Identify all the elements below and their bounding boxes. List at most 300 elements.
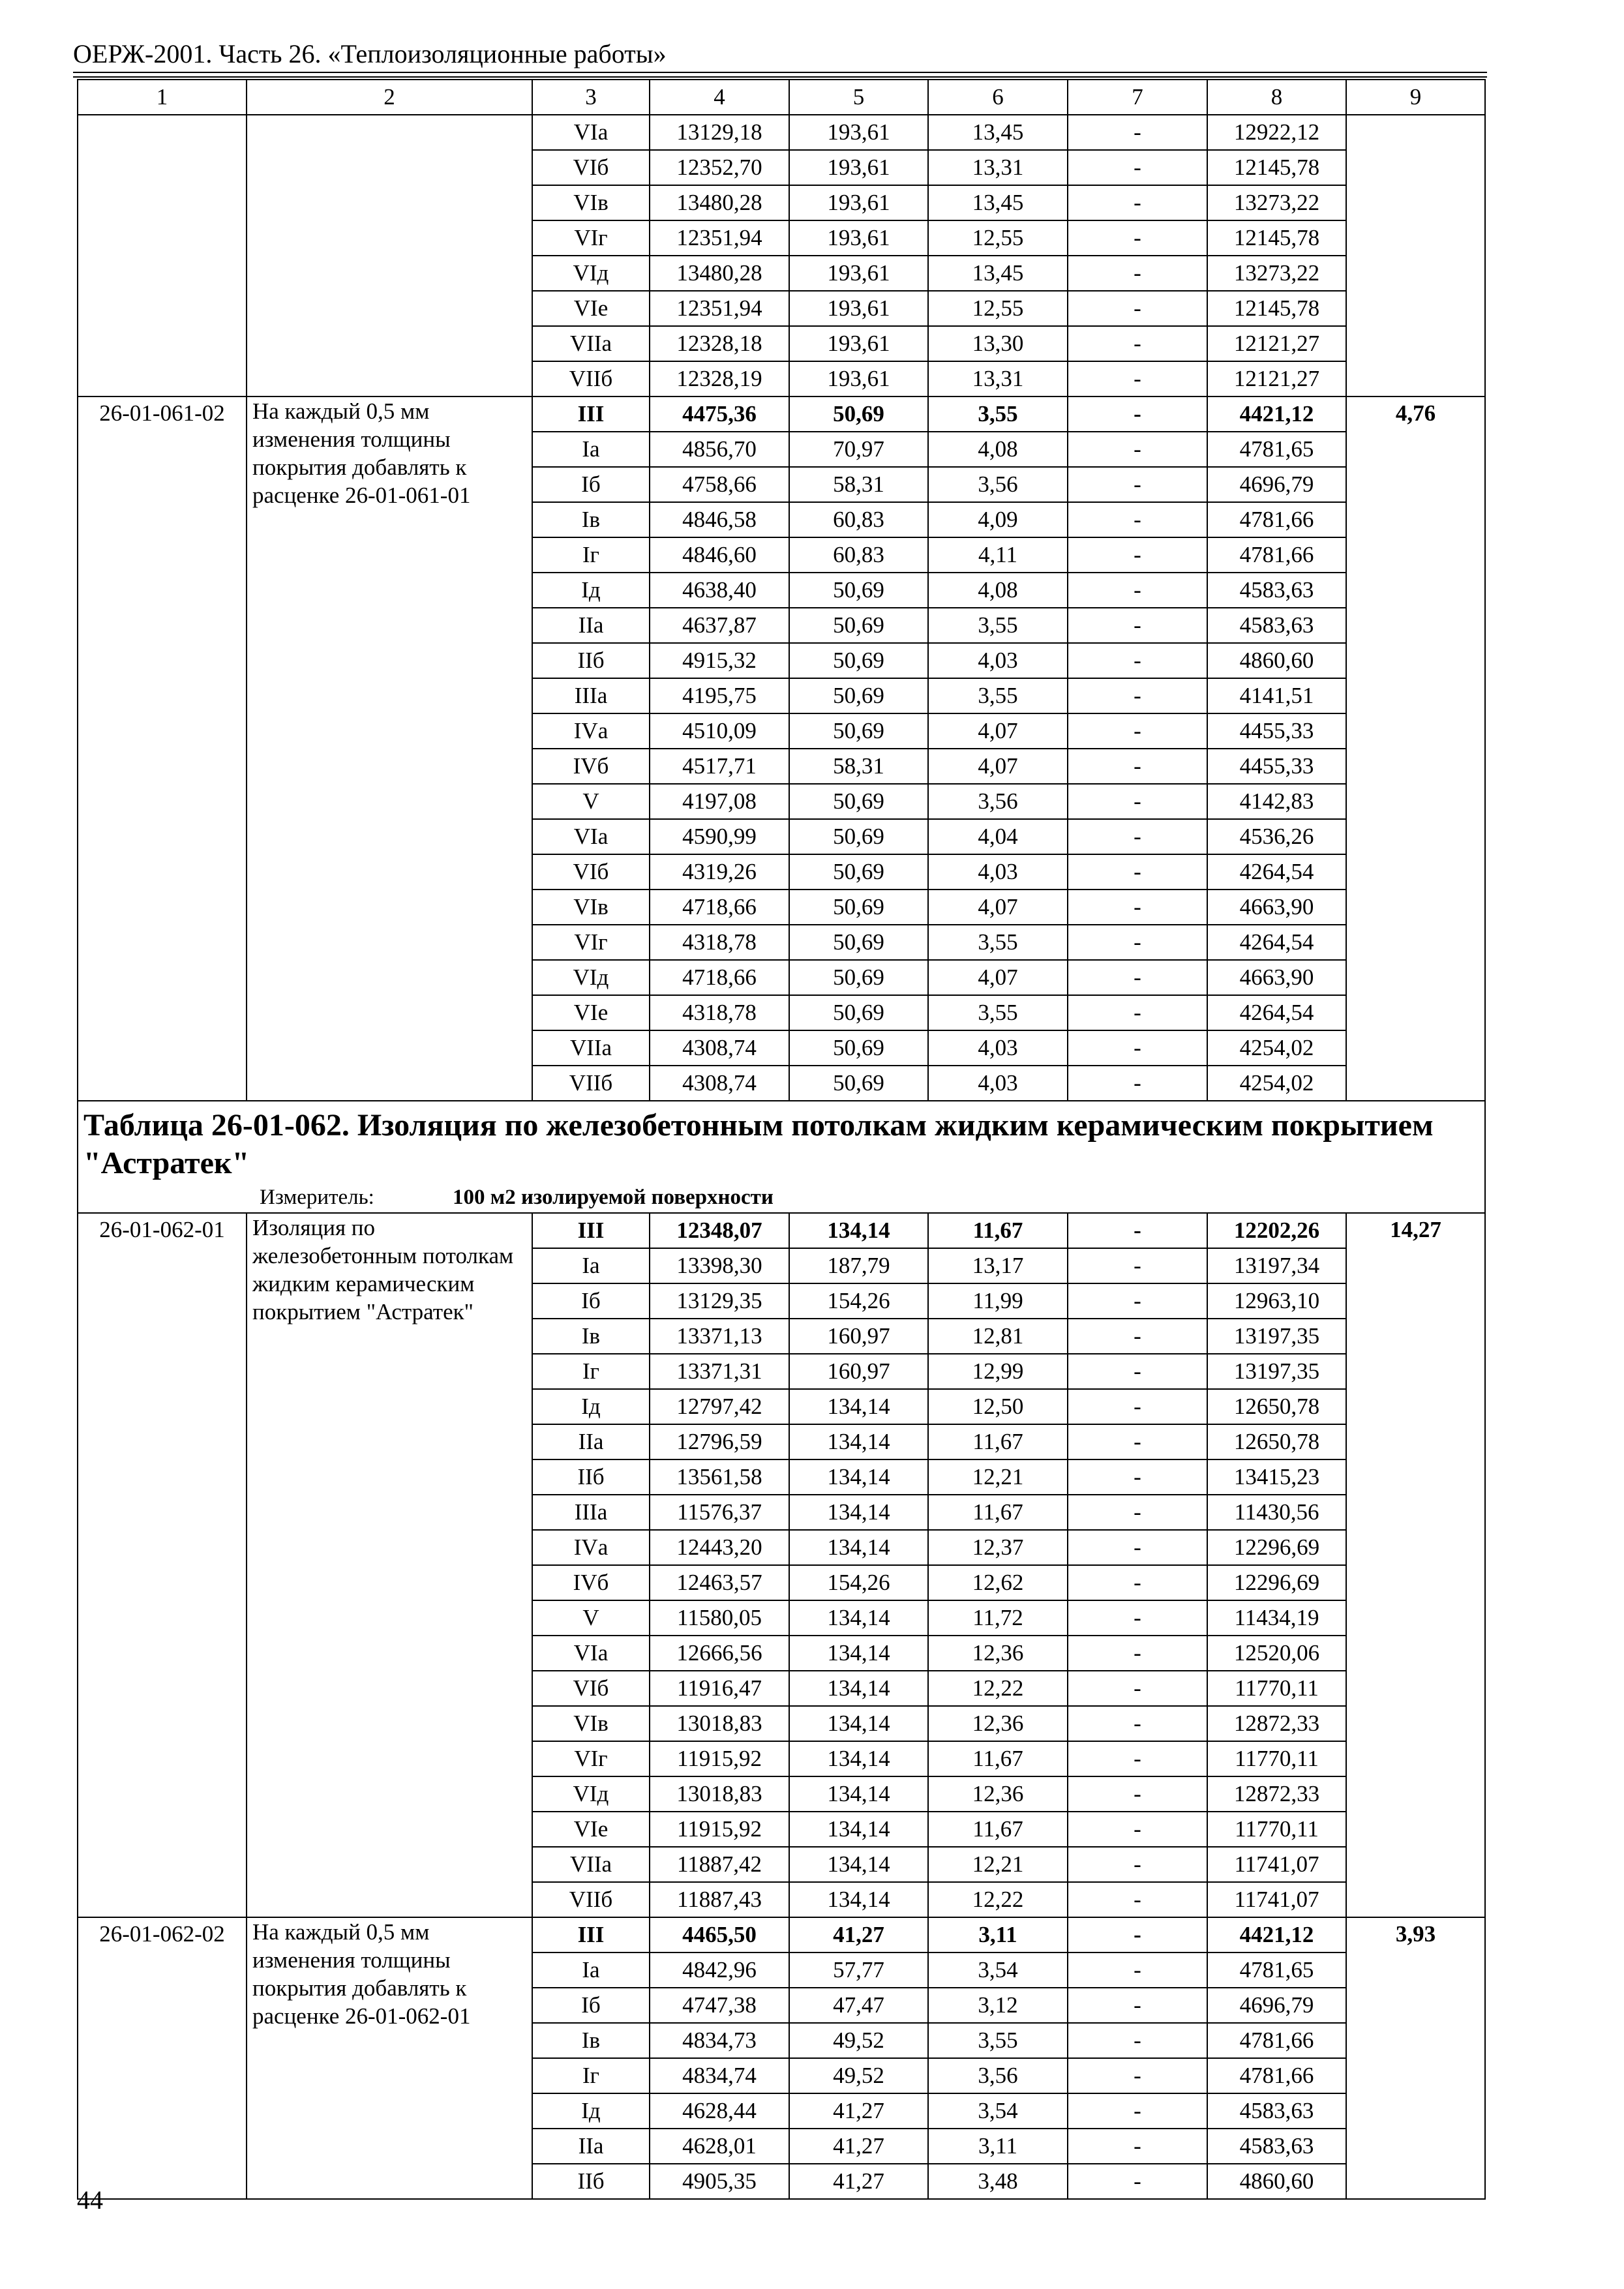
value-cell: - [1068,1847,1207,1882]
zone-cell: Iг [532,2058,650,2093]
value-cell: 4846,58 [650,502,789,537]
value-cell: 11915,92 [650,1812,789,1847]
table-row [78,1917,1485,1952]
value-cell: - [1068,1213,1207,1248]
value-cell: 12145,78 [1207,220,1346,256]
zone-cell: Iд [532,573,650,608]
zone-cell: IIб [532,643,650,678]
zone-cell: IVа [532,1530,650,1565]
value-cell: 12796,59 [650,1424,789,1459]
value-cell: - [1068,1565,1207,1600]
value-cell: 193,61 [789,256,928,291]
value-cell: 11916,47 [650,1671,789,1706]
zone-cell: VIа [532,1636,650,1671]
zone-cell: VIб [532,854,650,890]
value-cell: 13415,23 [1207,1459,1346,1495]
value-cell: 193,61 [789,115,928,150]
value-cell: 3,56 [928,784,1068,819]
value-cell: 12296,69 [1207,1530,1346,1565]
table-row [78,396,1485,432]
value-cell: 12,36 [928,1706,1068,1741]
value-cell: 4,07 [928,713,1068,749]
value-cell: 4,03 [928,643,1068,678]
column-number-cell: 2 [247,80,532,115]
value-cell: 12,22 [928,1671,1068,1706]
value-cell: 12,36 [928,1776,1068,1812]
value-cell: 12145,78 [1207,150,1346,185]
value-cell: 50,69 [789,1066,928,1101]
value-cell: 4,09 [928,502,1068,537]
value-cell: 4,03 [928,1030,1068,1066]
zone-cell: IIIа [532,678,650,713]
zone-cell: VIг [532,925,650,960]
value-cell: 4637,87 [650,608,789,643]
value-cell: 13,17 [928,1248,1068,1283]
value-cell: 11576,37 [650,1495,789,1530]
value-cell: 58,31 [789,467,928,502]
column-number-cell: 4 [650,80,789,115]
rate-description [247,115,532,396]
value-cell: 4142,83 [1207,784,1346,819]
value-cell: 41,27 [789,2093,928,2129]
value-cell: 50,69 [789,784,928,819]
zone-cell: Iг [532,1354,650,1389]
value-cell: 12797,42 [650,1389,789,1424]
zone-cell: Iб [532,467,650,502]
value-cell: 50,69 [789,890,928,925]
value-cell: 12296,69 [1207,1565,1346,1600]
value-cell: 4421,12 [1207,396,1346,432]
table-row [78,1213,1485,1248]
value-cell: 4628,01 [650,2129,789,2164]
value-cell: 41,27 [789,2129,928,2164]
value-cell: 12328,18 [650,326,789,361]
value-cell: - [1068,1495,1207,1530]
value-cell: 50,69 [789,713,928,749]
value-cell: 4421,12 [1207,1917,1346,1952]
zone-cell: VIIб [532,1882,650,1917]
value-cell: 12872,33 [1207,1706,1346,1741]
value-cell: 13,45 [928,256,1068,291]
value-cell: 50,69 [789,925,928,960]
zone-cell: IVб [532,749,650,784]
column-number-cell: 8 [1207,80,1346,115]
value-cell: - [1068,1812,1207,1847]
value-cell: 60,83 [789,502,928,537]
zone-cell: Iв [532,1319,650,1354]
value-cell: - [1068,467,1207,502]
value-cell: - [1068,608,1207,643]
zone-cell: V [532,1600,650,1636]
value-cell: - [1068,749,1207,784]
value-cell: 60,83 [789,537,928,573]
value-cell: - [1068,925,1207,960]
value-cell: 4696,79 [1207,467,1346,502]
zone-cell: III [532,396,650,432]
value-cell: 13018,83 [650,1776,789,1812]
value-cell: 50,69 [789,854,928,890]
value-cell: 13129,18 [650,115,789,150]
value-cell: 134,14 [789,1812,928,1847]
value-cell: 50,69 [789,960,928,995]
value-cell: 13018,83 [650,1706,789,1741]
value-cell: 11770,11 [1207,1741,1346,1776]
value-cell: 11770,11 [1207,1671,1346,1706]
value-cell: - [1068,1530,1207,1565]
value-cell: - [1068,2164,1207,2199]
value-cell: 3,56 [928,2058,1068,2093]
value-cell: 4781,66 [1207,2058,1346,2093]
value-cell: 58,31 [789,749,928,784]
value-cell: 193,61 [789,326,928,361]
value-cell: 12,55 [928,291,1068,326]
zone-cell: Iв [532,502,650,537]
value-cell: 13273,22 [1207,256,1346,291]
value-cell: 41,27 [789,1917,928,1952]
value-cell: 4455,33 [1207,749,1346,784]
value-cell: 4254,02 [1207,1030,1346,1066]
value-cell: 11915,92 [650,1741,789,1776]
value-cell: 12,36 [928,1636,1068,1671]
zone-cell: VIд [532,256,650,291]
column-number-cell: 6 [928,80,1068,115]
zone-cell: Iв [532,2023,650,2058]
value-cell: 4696,79 [1207,1988,1346,2023]
value-cell: 13371,31 [650,1354,789,1389]
zone-cell: VIIб [532,1066,650,1101]
value-cell: 134,14 [789,1600,928,1636]
value-cell: 4,03 [928,1066,1068,1101]
value-cell: 13561,58 [650,1459,789,1495]
value-cell: - [1068,573,1207,608]
value-cell: 3,55 [928,925,1068,960]
value-cell: 50,69 [789,1030,928,1066]
value-cell: - [1068,819,1207,854]
value-cell: 11,67 [928,1213,1068,1248]
value-cell: 4308,74 [650,1066,789,1101]
zone-cell: Iа [532,1952,650,1988]
value-cell: 4536,26 [1207,819,1346,854]
value-cell: 134,14 [789,1741,928,1776]
value-cell: 4663,90 [1207,960,1346,995]
table-title: Таблица 26-01-062. Изоляция по железобетонным потолкам жидким керамическим покрытием "Астратек" [83,1108,1434,1180]
value-cell: 4860,60 [1207,643,1346,678]
value-cell: 12351,94 [650,220,789,256]
value-cell: 3,54 [928,1952,1068,1988]
value-cell: 4628,44 [650,2093,789,2129]
zone-cell: VIд [532,1776,650,1812]
header-rule-top [73,72,1487,73]
value-cell: 4781,65 [1207,1952,1346,1988]
column-number-cell: 7 [1068,80,1207,115]
value-cell: - [1068,1882,1207,1917]
value-cell: 11,67 [928,1424,1068,1459]
value-cell: 50,69 [789,678,928,713]
value-cell: - [1068,220,1207,256]
value-cell: 12,21 [928,1459,1068,1495]
value-cell: 12,81 [928,1319,1068,1354]
labor-cost-cell: 3,93 [1346,1917,1485,2199]
value-cell: 4318,78 [650,925,789,960]
value-cell: 4781,66 [1207,2023,1346,2058]
value-cell: - [1068,2129,1207,2164]
value-cell: 4,03 [928,854,1068,890]
value-cell: 12328,19 [650,361,789,396]
value-cell: 12872,33 [1207,1776,1346,1812]
value-cell: 12,99 [928,1354,1068,1389]
value-cell: 4583,63 [1207,2129,1346,2164]
value-cell: 4510,09 [650,713,789,749]
value-cell: 4517,71 [650,749,789,784]
value-cell: 4718,66 [650,960,789,995]
zone-cell: VIIа [532,1847,650,1882]
value-cell: 160,97 [789,1319,928,1354]
value-cell: 4254,02 [1207,1066,1346,1101]
value-cell: 4197,08 [650,784,789,819]
zone-cell: Iа [532,432,650,467]
value-cell: 134,14 [789,1847,928,1882]
value-cell: 193,61 [789,361,928,396]
value-cell: 13129,35 [650,1283,789,1319]
value-cell: - [1068,502,1207,537]
value-cell: - [1068,2058,1207,2093]
table-title-row [78,1101,1485,1213]
zone-cell: IIа [532,1424,650,1459]
value-cell: 12963,10 [1207,1283,1346,1319]
value-cell: 3,55 [928,2023,1068,2058]
zone-cell: VIб [532,150,650,185]
zone-cell: VIб [532,1671,650,1706]
rate-code: 26-01-062-01 [78,1213,247,1917]
value-cell: 12351,94 [650,291,789,326]
value-cell: 12121,27 [1207,326,1346,361]
value-cell: 11434,19 [1207,1600,1346,1636]
page-header: ОЕРЖ-2001. Часть 26. «Теплоизоляционные работы» [73,39,667,68]
value-cell: - [1068,1741,1207,1776]
value-cell: 11741,07 [1207,1847,1346,1882]
value-cell: 4308,74 [650,1030,789,1066]
measurer-value: 100 м2 изолируемой поверхности [453,1186,774,1209]
value-cell: 4,08 [928,432,1068,467]
value-cell: - [1068,1600,1207,1636]
value-cell: 49,52 [789,2023,928,2058]
value-cell: - [1068,537,1207,573]
value-cell: 4319,26 [650,854,789,890]
value-cell: 193,61 [789,291,928,326]
value-cell: 193,61 [789,220,928,256]
value-cell: 12,37 [928,1530,1068,1565]
zone-cell: V [532,784,650,819]
zone-cell: VIIб [532,361,650,396]
value-cell: 13480,28 [650,185,789,220]
value-cell: 3,55 [928,396,1068,432]
value-cell: 3,55 [928,608,1068,643]
value-cell: 4638,40 [650,573,789,608]
value-cell: 134,14 [789,1776,928,1812]
value-cell: 3,55 [928,995,1068,1030]
value-cell: 13273,22 [1207,185,1346,220]
value-cell: 70,97 [789,432,928,467]
value-cell: 4718,66 [650,890,789,925]
rate-description: На каждый 0,5 мм изменения толщины покрытия добавлять к расценке 26-01-061-01 [247,396,532,1101]
value-cell: 4141,51 [1207,678,1346,713]
value-cell: 4583,63 [1207,608,1346,643]
zone-cell: IIа [532,608,650,643]
value-cell: 4455,33 [1207,713,1346,749]
value-cell: 12,55 [928,220,1068,256]
value-cell: 154,26 [789,1283,928,1319]
value-cell: 12202,26 [1207,1213,1346,1248]
table-title-cell [78,1101,1485,1213]
value-cell: - [1068,890,1207,925]
value-cell: 3,11 [928,1917,1068,1952]
value-cell: - [1068,713,1207,749]
zone-cell: VIIа [532,326,650,361]
value-cell: 11,99 [928,1283,1068,1319]
value-cell: - [1068,1671,1207,1706]
value-cell: 4915,32 [650,643,789,678]
value-cell: 50,69 [789,608,928,643]
value-cell: 50,69 [789,573,928,608]
value-cell: - [1068,784,1207,819]
value-cell: 134,14 [789,1424,928,1459]
value-cell: 11,67 [928,1812,1068,1847]
value-cell: 134,14 [789,1671,928,1706]
value-cell: 13371,13 [650,1319,789,1354]
zone-cell: VIе [532,291,650,326]
value-cell: 4,08 [928,573,1068,608]
price-table [77,79,1486,2200]
value-cell: - [1068,1066,1207,1101]
header-rule-bottom [73,76,1487,78]
column-number-cell: 3 [532,80,650,115]
value-cell: 11,67 [928,1741,1068,1776]
value-cell: 187,79 [789,1248,928,1283]
zone-cell: IIб [532,1459,650,1495]
zone-cell: VIе [532,995,650,1030]
value-cell: - [1068,1917,1207,1952]
value-cell: 13480,28 [650,256,789,291]
zone-cell: IIа [532,2129,650,2164]
value-cell: - [1068,854,1207,890]
value-cell: 12,50 [928,1389,1068,1424]
value-cell: - [1068,2023,1207,2058]
value-cell: 12650,78 [1207,1389,1346,1424]
zone-cell: Iг [532,537,650,573]
column-number-cell: 5 [789,80,928,115]
value-cell: 4834,73 [650,2023,789,2058]
value-cell: - [1068,150,1207,185]
value-cell: 3,55 [928,678,1068,713]
value-cell: 4781,65 [1207,432,1346,467]
value-cell: - [1068,115,1207,150]
value-cell: 4,07 [928,890,1068,925]
value-cell: 4842,96 [650,1952,789,1988]
zone-cell: Iб [532,1283,650,1319]
value-cell: 11741,07 [1207,1882,1346,1917]
value-cell: 134,14 [789,1389,928,1424]
rate-description: На каждый 0,5 мм изменения толщины покрытия добавлять к расценке 26-01-062-01 [247,1917,532,2199]
value-cell: 134,14 [789,1459,928,1495]
value-cell: 12121,27 [1207,361,1346,396]
value-cell: 13197,35 [1207,1354,1346,1389]
value-cell: 4264,54 [1207,995,1346,1030]
value-cell: - [1068,1389,1207,1424]
value-cell: 12443,20 [650,1530,789,1565]
zone-cell: Iб [532,1988,650,2023]
zone-cell: VIIа [532,1030,650,1066]
value-cell: 47,47 [789,1988,928,2023]
value-cell: 4475,36 [650,396,789,432]
value-cell: 12348,07 [650,1213,789,1248]
value-cell: 160,97 [789,1354,928,1389]
column-number-row [78,80,1485,115]
rate-code: 26-01-061-02 [78,396,247,1101]
zone-cell: VIа [532,115,650,150]
value-cell: 12520,06 [1207,1636,1346,1671]
value-cell: - [1068,1706,1207,1741]
value-cell: 13197,34 [1207,1248,1346,1283]
column-number-cell: 1 [78,80,247,115]
value-cell: 12,22 [928,1882,1068,1917]
value-cell: 4846,60 [650,537,789,573]
value-cell: 134,14 [789,1882,928,1917]
value-cell: - [1068,1988,1207,2023]
value-cell: 4264,54 [1207,925,1346,960]
value-cell: 4834,74 [650,2058,789,2093]
value-cell: 11770,11 [1207,1812,1346,1847]
value-cell: 3,11 [928,2129,1068,2164]
value-cell: - [1068,1776,1207,1812]
value-cell: - [1068,960,1207,995]
value-cell: 4747,38 [650,1988,789,2023]
zone-cell: IVа [532,713,650,749]
zone-cell: Iд [532,2093,650,2129]
value-cell: - [1068,256,1207,291]
zone-cell: VIг [532,1741,650,1776]
value-cell: 3,54 [928,2093,1068,2129]
value-cell: 4663,90 [1207,890,1346,925]
value-cell: 4860,60 [1207,2164,1346,2199]
value-cell: - [1068,432,1207,467]
value-cell: - [1068,1354,1207,1389]
zone-cell: VIа [532,819,650,854]
value-cell: 12,62 [928,1565,1068,1600]
value-cell: 13398,30 [650,1248,789,1283]
value-cell: 4,07 [928,749,1068,784]
rate-code [78,115,247,396]
value-cell: - [1068,643,1207,678]
value-cell: 13,31 [928,150,1068,185]
value-cell: 3,48 [928,2164,1068,2199]
value-cell: 50,69 [789,995,928,1030]
value-cell: 50,69 [789,819,928,854]
value-cell: - [1068,1248,1207,1283]
value-cell: 134,14 [789,1636,928,1671]
value-cell: - [1068,291,1207,326]
value-cell: 57,77 [789,1952,928,1988]
value-cell: 13,45 [928,115,1068,150]
rate-code: 26-01-062-02 [78,1917,247,2199]
value-cell: 50,69 [789,396,928,432]
value-cell: 4318,78 [650,995,789,1030]
value-cell: 12463,57 [650,1565,789,1600]
value-cell: - [1068,1952,1207,1988]
value-cell: - [1068,396,1207,432]
value-cell: 4583,63 [1207,573,1346,608]
value-cell: 11,67 [928,1495,1068,1530]
value-cell: 154,26 [789,1565,928,1600]
